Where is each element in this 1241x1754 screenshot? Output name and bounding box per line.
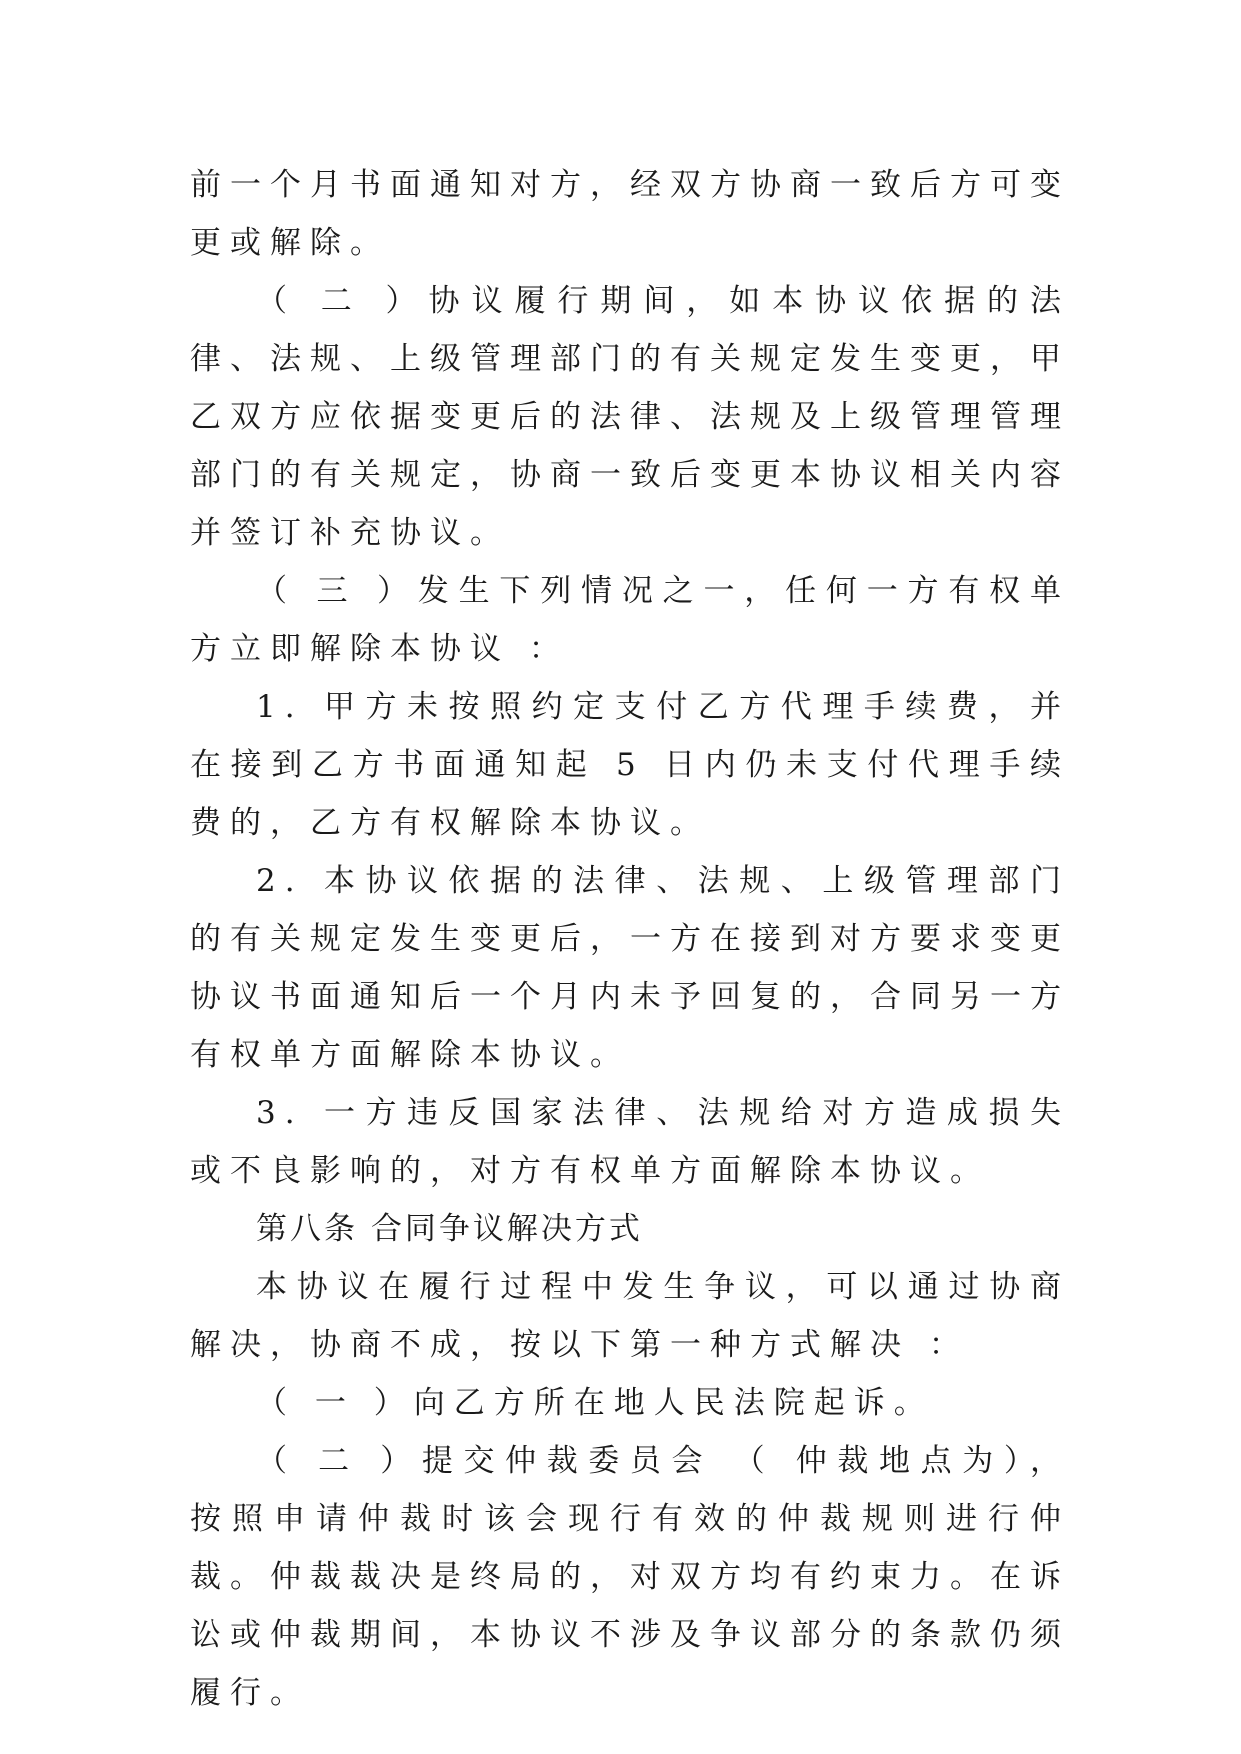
paragraph-termination-notice: 前一个月书面通知对方，经双方协商一致后方可变更或解除。 [190,167,1070,261]
paragraph-item-2: 2. 本协议依据的法律、法规、上级管理部门的有关规定发生变更后，一方在接到对方要求变更协议书面通知后一个月内未予回复的，合同另一方有权单方面解除本协议。 [190,863,1070,1073]
paragraph-item-3: 3. 一方违反国家法律、法规给对方造成损失或不良影响的，对方有权单方面解除本协议。 [190,1095,1070,1189]
paragraph-item-1: 1. 甲方未按照约定支付乙方代理手续费，并在接到乙方书面通知起 5 日内仍未支付代理手续费的，乙方有权解除本协议。 [190,689,1070,841]
paragraph-clause-2: （ 二 ）协议履行期间，如本协议依据的法律、法规、上级管理部门的有关规定发生变更，甲乙双方应依据变更后的法律、法规及上级管理管理部门的有关规定，协商一致后变更本协议相关内容并签订补充协议。 [190,283,1070,551]
paragraph-clause-3: （ 三 ）发生下列情况之一，任何一方有权单方立即解除本协议 ： [190,573,1070,667]
article-8-heading: 第八条 合同争议解决方式 [256,1211,643,1247]
document-body [190,156,1070,1722]
paragraph-dispute-intro: 本协议在履行过程中发生争议，可以通过协商解决，协商不成，按以下第一种方式解决 ： [190,1269,1070,1363]
paragraph-dispute-option-2: （ 二 ）提交仲裁委员会 （ 仲裁地点为），按照申请仲裁时该会现行有效的仲裁规则进行仲裁。仲裁裁决是终局的，对双方均有约束力。在诉讼或仲裁期间，本协议不涉及争议部分的条款仍须履行。 [190,1443,1070,1711]
paragraph-dispute-option-1: （ 一 ）向乙方所在地人民法院起诉。 [256,1385,934,1421]
